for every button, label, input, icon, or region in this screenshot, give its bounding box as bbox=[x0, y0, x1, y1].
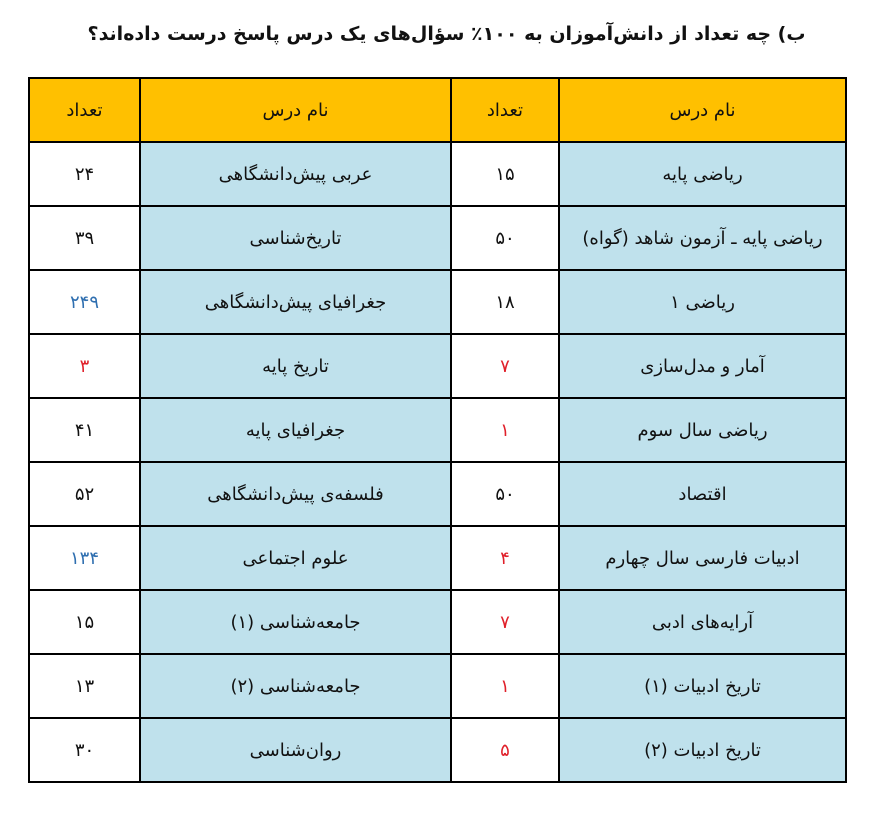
course-name-cell: تاریخ ادبیات (۲) bbox=[559, 718, 846, 782]
table-row bbox=[29, 398, 846, 462]
table-row bbox=[29, 462, 846, 526]
course-name-cell: اقتصاد bbox=[559, 462, 846, 526]
course-name-cell: جامعه‌شناسی (۲) bbox=[140, 654, 451, 718]
course-name-cell: عربی پیش‌دانشگاهی bbox=[140, 142, 451, 206]
course-name-cell: ریاضی سال سوم bbox=[559, 398, 846, 462]
table-row bbox=[29, 590, 846, 654]
count-cell: ۷ bbox=[451, 334, 559, 398]
count-cell: ۱ bbox=[451, 654, 559, 718]
header-count-left: تعداد bbox=[29, 78, 140, 142]
course-name-cell: ریاضی ۱ bbox=[559, 270, 846, 334]
count-cell: ۱ bbox=[451, 398, 559, 462]
table-row bbox=[29, 654, 846, 718]
course-name-cell: روان‌شناسی bbox=[140, 718, 451, 782]
table-row bbox=[29, 142, 846, 206]
header-course-name-left: نام درس bbox=[140, 78, 451, 142]
count-cell: ۱۸ bbox=[451, 270, 559, 334]
course-name-cell: ریاضی پایه ـ آزمون شاهد (گواه) bbox=[559, 206, 846, 270]
count-cell: ۱۵ bbox=[451, 142, 559, 206]
count-cell: ۱۵ bbox=[29, 590, 140, 654]
count-cell: ۷ bbox=[451, 590, 559, 654]
course-name-cell: آمار و مدل‌سازی bbox=[559, 334, 846, 398]
table-row bbox=[29, 206, 846, 270]
table-header-row bbox=[29, 78, 846, 142]
table-row bbox=[29, 334, 846, 398]
course-name-cell: تاریخ‌شناسی bbox=[140, 206, 451, 270]
count-cell: ۳ bbox=[29, 334, 140, 398]
course-name-cell: ادبیات فارسی سال چهارم bbox=[559, 526, 846, 590]
count-cell: ۳۰ bbox=[29, 718, 140, 782]
course-name-cell: جغرافیای پیش‌دانشگاهی bbox=[140, 270, 451, 334]
count-cell: ۳۹ bbox=[29, 206, 140, 270]
count-cell: ۵۲ bbox=[29, 462, 140, 526]
page-heading: ب) چه تعداد از دانش‌آموزان به ۱۰۰٪ سؤال‌های یک درس پاسخ درست داده‌اند؟ bbox=[87, 23, 806, 45]
course-name-cell: تاریخ ادبیات (۱) bbox=[559, 654, 846, 718]
count-cell: ۲۴ bbox=[29, 142, 140, 206]
course-name-cell: علوم اجتماعی bbox=[140, 526, 451, 590]
count-cell: ۴ bbox=[451, 526, 559, 590]
count-cell: ۴۱ bbox=[29, 398, 140, 462]
table-body bbox=[29, 142, 846, 782]
course-name-cell: تاریخ پایه bbox=[140, 334, 451, 398]
header-course-name-right: نام درس bbox=[559, 78, 846, 142]
course-name-cell: فلسفه‌ی پیش‌دانشگاهی bbox=[140, 462, 451, 526]
count-cell: ۲۴۹ bbox=[29, 270, 140, 334]
table-row bbox=[29, 526, 846, 590]
table-row bbox=[29, 718, 846, 782]
course-count-table bbox=[28, 77, 847, 783]
header-count-right: تعداد bbox=[451, 78, 559, 142]
count-cell: ۵۰ bbox=[451, 206, 559, 270]
course-name-cell: ریاضی پایه bbox=[559, 142, 846, 206]
table-row bbox=[29, 270, 846, 334]
course-name-cell: آرایه‌های ادبی bbox=[559, 590, 846, 654]
count-cell: ۱۳ bbox=[29, 654, 140, 718]
count-cell: ۵۰ bbox=[451, 462, 559, 526]
course-name-cell: جامعه‌شناسی (۱) bbox=[140, 590, 451, 654]
count-cell: ۵ bbox=[451, 718, 559, 782]
count-cell: ۱۳۴ bbox=[29, 526, 140, 590]
course-name-cell: جغرافیای پایه bbox=[140, 398, 451, 462]
